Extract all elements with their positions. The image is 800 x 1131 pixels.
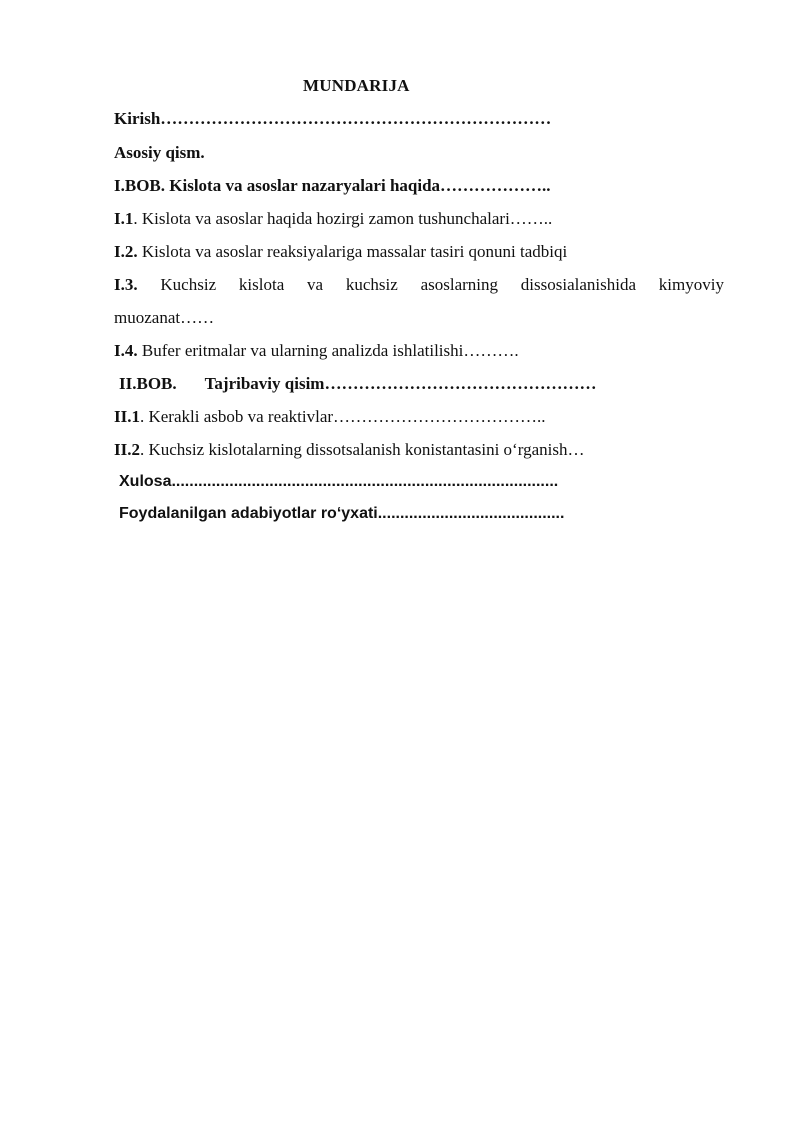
toc-entry-1-3-continuation: muozanat…… (114, 308, 215, 327)
toc-number: II.2 (114, 440, 140, 459)
page-title: MUNDARIJA (303, 76, 410, 95)
toc-text: Bufer eritmalar va ularning analizda ishlatilishi………. (137, 341, 519, 360)
toc-number: I.3. (114, 275, 138, 294)
toc-text: Tajribaviy qisim………………………………………… (204, 374, 597, 393)
toc-entry-1-2 (114, 241, 567, 263)
toc-entry-1-1 (114, 208, 552, 230)
toc-entry-xulosa: Xulosa....................................................................................... (119, 473, 559, 490)
toc-word: Kuchsiz (160, 275, 217, 294)
toc-word: kuchsiz (345, 275, 398, 294)
toc-word: kimyoviy (658, 275, 724, 294)
toc-text: . Kerakli asbob va reaktivlar……………………………….. (139, 407, 546, 426)
toc-text: . Kuchsiz kislotalarning dissotsalanish konistantasini o‘rganish… (139, 440, 585, 459)
toc-word: asoslarning (420, 275, 499, 294)
toc-number: II.BOB. (119, 374, 177, 393)
toc-text: Kislota va asoslar reaksiyalariga massalar tasiri qonuni tadbiqi (137, 242, 568, 261)
toc-entry-asosiy-qism: Asosiy qism. (114, 143, 205, 162)
toc-number: I.4. (114, 341, 138, 360)
toc-entry-adabiyotlar: Foydalanilgan adabiyotlar ro‘yxati.......................................... (119, 505, 565, 522)
toc-text: . Kislota va asoslar haqida hozirgi zamon tushunchalari…….. (133, 209, 553, 228)
toc-entry-bob-1: I.BOB. Kislota va asoslar nazaryalari haqida……………….. (114, 176, 551, 195)
toc-word: kislota (238, 275, 285, 294)
toc-entry-2-2 (114, 439, 584, 461)
toc-number: I.2. (114, 242, 138, 261)
toc-number: I.1 (114, 209, 134, 228)
toc-word: dissosialanishida (520, 275, 637, 294)
toc-entry-bob-2 (119, 373, 596, 395)
toc-entry-kirish: Kirish…………………………………………………………… (114, 109, 552, 128)
toc-entry-1-3 (114, 274, 724, 296)
toc-word: va (307, 275, 324, 294)
toc-entry-2-1 (114, 406, 546, 428)
toc-number: II.1 (114, 407, 140, 426)
toc-entry-1-4 (114, 340, 519, 362)
